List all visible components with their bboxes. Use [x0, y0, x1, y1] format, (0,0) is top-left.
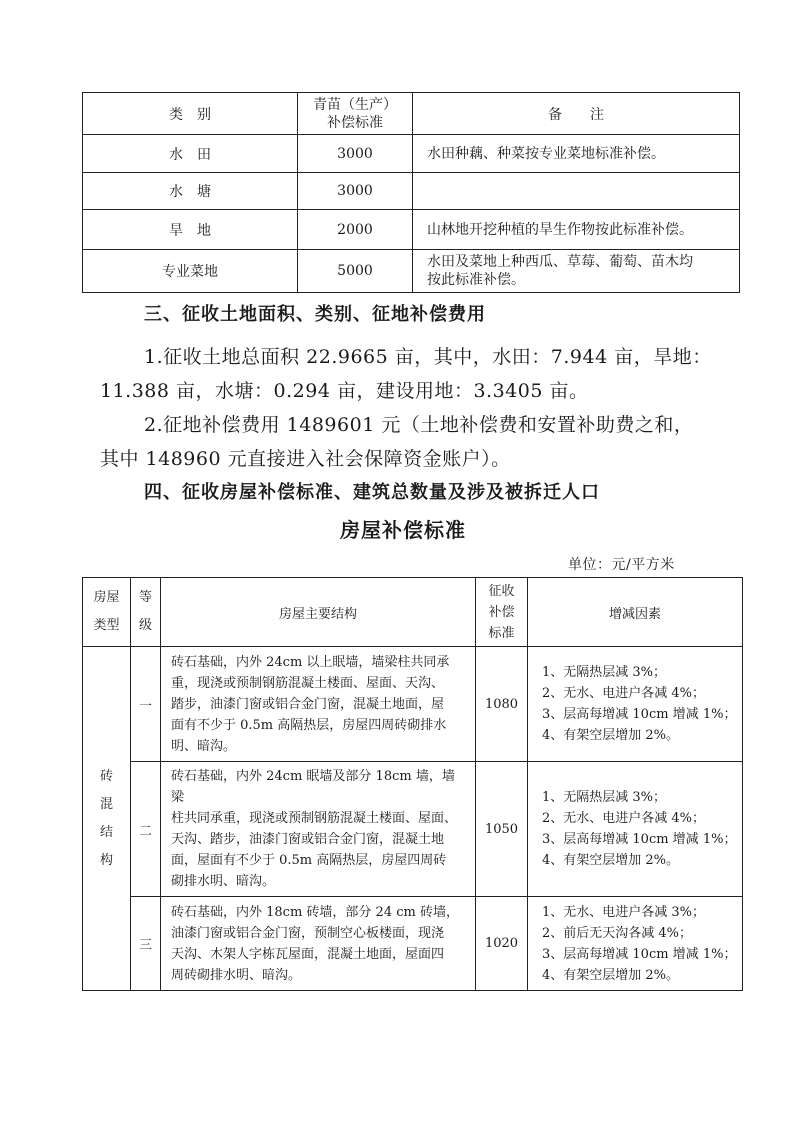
row-category: 专业菜地 — [83, 250, 298, 293]
table-row — [83, 173, 740, 210]
table-row — [83, 897, 743, 991]
row-standard: 5000 — [298, 250, 413, 293]
table-header-row — [83, 93, 740, 135]
row-standard: 3000 — [298, 173, 413, 210]
section4-heading: 四、征收房屋补偿标准、建筑总数量及涉及被拆迁人口 — [144, 482, 600, 503]
row-standard: 2000 — [298, 210, 413, 250]
table-row — [83, 210, 740, 250]
grade-cell: 一 — [131, 647, 161, 762]
standard-cell: 1020 — [476, 897, 528, 991]
header-category: 类 别 — [83, 93, 298, 135]
factors-cell: 1、无水、电进户各减 3%； 2、前后无天沟各减 4%； 3、层高每增减 10cm 增减 1%； 4、有架空层增加 2%。 — [528, 897, 743, 991]
table-header-row — [83, 578, 743, 647]
header-note: 备 注 — [413, 93, 740, 135]
section3-heading: 三、征收土地面积、类别、征地补偿费用 — [144, 304, 486, 325]
section3-para2-line1: 2.征地补偿费用 1489601 元（土地补偿费和安置补助费之和， — [144, 414, 694, 436]
section4-title: 房屋补偿标准 — [340, 518, 466, 542]
header-standard: 青苗（生产） 补偿标准 — [298, 93, 413, 135]
section3-para1-line1: 1.征收土地总面积 22.9665 亩，其中，水田：7.944 亩，旱地： — [144, 346, 712, 368]
row-category: 水 塘 — [83, 173, 298, 210]
table-row — [83, 250, 740, 293]
header-factors: 增减因素 — [528, 578, 743, 647]
row-note — [413, 173, 740, 210]
table-row — [83, 762, 743, 897]
factors-cell: 1、无隔热层减 3%； 2、无水、电进户各减 4%； 3、层高每增减 10cm 增减 1%； 4、有架空层增加 2%。 — [528, 762, 743, 897]
grade-cell: 三 — [131, 897, 161, 991]
house-type-cell: 砖 混 结 构 — [83, 647, 131, 991]
grade-cell: 二 — [131, 762, 161, 897]
factors-cell: 1、无隔热层减 3%； 2、无水、电进户各减 4%； 3、层高每增减 10cm 增减 1%； 4、有架空层增加 2%。 — [528, 647, 743, 762]
section3-para2-line2: 其中 148960 元直接进入社会保障资金账户）。 — [100, 448, 511, 470]
header-grade: 等 级 — [131, 578, 161, 647]
header-structure: 房屋主要结构 — [161, 578, 476, 647]
row-note: 山林地开挖种植的旱生作物按此标准补偿。 — [413, 210, 740, 250]
house-compensation-table — [82, 577, 743, 991]
standard-cell: 1050 — [476, 762, 528, 897]
structure-cell: 砖石基础，内外 24cm 眠墙及部分 18cm 墙，墙梁 柱共同承重，现浇或预制钢筋混凝土楼面、屋面、 天沟、踏步，油漆门窗或铝合金门窗，混凝土地 面，屋面有不少于 0.5m 高隔热层，房屋四周砖 砌排水明、暗沟。 — [161, 762, 476, 897]
structure-cell: 砖石基础，内外 24cm 以上眠墙，墙梁柱共同承 重，现浇或预制钢筋混凝土楼面、屋面、天沟、 踏步，油漆门窗或铝合金门窗，混凝土地面，屋 面有不少于 0.5m 高隔热层，房屋四周砖砌排水 明、暗沟。 — [161, 647, 476, 762]
seedling-compensation-table — [82, 92, 740, 293]
standard-cell: 1080 — [476, 647, 528, 762]
row-category: 旱 地 — [83, 210, 298, 250]
row-note: 水田种藕、种菜按专业菜地标准补偿。 — [413, 135, 740, 173]
row-category: 水 田 — [83, 135, 298, 173]
unit-label: 单位：元/平方米 — [568, 557, 675, 573]
row-standard: 3000 — [298, 135, 413, 173]
table-row — [83, 135, 740, 173]
header-house-type: 房屋 类型 — [83, 578, 131, 647]
header-standard: 征收 补偿 标准 — [476, 578, 528, 647]
table-row — [83, 647, 743, 762]
row-note: 水田及菜地上种西瓜、草莓、葡萄、苗木均 按此标准补偿。 — [413, 250, 740, 293]
section3-para1-line2: 11.388 亩，水塘：0.294 亩，建设用地：3.3405 亩。 — [100, 380, 589, 402]
structure-cell: 砖石基础，内外 18cm 砖墙，部分 24 cm 砖墙， 油漆门窗或铝合金门窗，预制空心板楼面，现浇 天沟、木架人字栋瓦屋面，混凝土地面，屋面四 周砖砌排水明、暗沟。 — [161, 897, 476, 991]
